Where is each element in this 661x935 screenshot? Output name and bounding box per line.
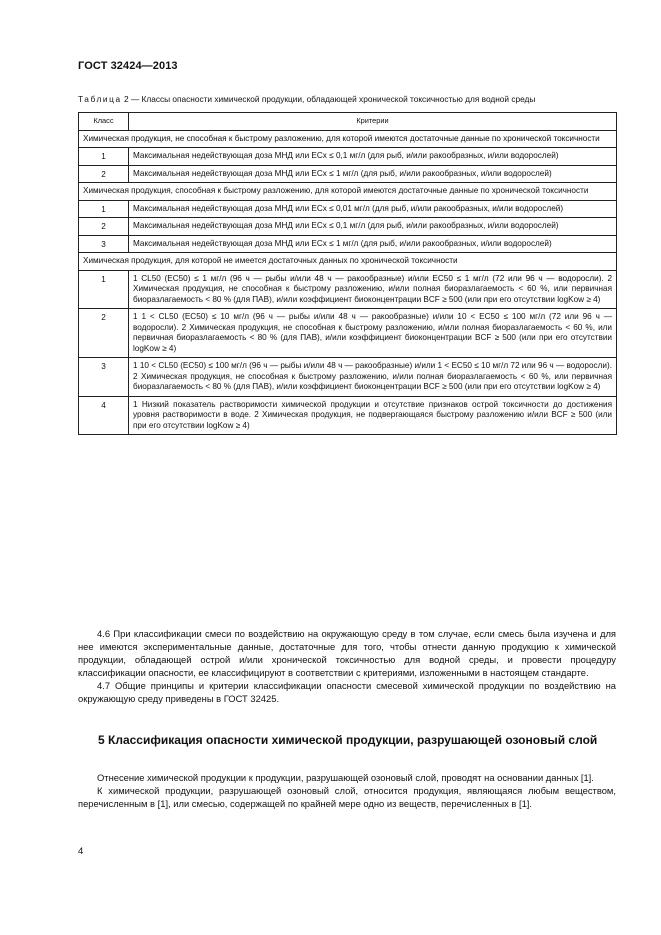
- table-row: [79, 358, 617, 397]
- standard-header: ГОСТ 32424—2013: [78, 60, 178, 72]
- table-row: [79, 235, 617, 253]
- paragraph-4-7: 4.7 Общие принципы и критерии классификации опасности смесевой химической продукции по воздействию на окружающую среду приведены в ГОСТ 32425.: [78, 679, 616, 704]
- class-cell: 4: [79, 396, 129, 435]
- criteria-cell: Максимальная недействующая доза МНД или ECx ≤ 0,01 мг/л (для рыб, и/или ракообразных, и/или водорослей): [129, 200, 617, 218]
- group-heading: Химическая продукция, для которой не имеется достаточных данных по хронической токсичности: [79, 253, 617, 271]
- class-cell: 1: [79, 270, 129, 309]
- section-5-paragraph-1: Отнесение химической продукции к продукции, разрушающей озоновый слой, проводят на основании данных [1].: [97, 772, 594, 783]
- table-row: [79, 165, 617, 183]
- class-cell: 3: [79, 235, 129, 253]
- page-number: 4: [78, 846, 84, 857]
- table-row: [79, 200, 617, 218]
- class-cell: 3: [79, 358, 129, 397]
- criteria-cell: 1 10 < CL50 (EC50) ≤ 100 мг/л (96 ч — рыбы и/или 48 ч — ракообразные) и/или 1 < EC50 ≤ 10 мг/л 72 или 96 ч — водоросли). 2 Химическая продукция, не способная к быстрому разложению, и/или полная биоразлагаемость < 60 %, или первичная биоразлагаемость < 80 % (для ПАВ), и/или коэффициент биоконцентрации BCF ≥ 500 (или при его отсутствии logKow ≥ 4): [129, 358, 617, 397]
- criteria-cell: Максимальная недействующая доза МНД или ECx ≤ 1 мг/л (для рыб, и/или ракообразных, и/или водорослей): [129, 235, 617, 253]
- table-caption-text: 2 — Классы опасности химической продукции, обладающей хронической токсичностью для водной среды: [121, 94, 536, 104]
- group-heading-row: [79, 253, 617, 271]
- paragraph-4-6: 4.6 При классификации смеси по воздействию на окружающую среду в том случае, если смесь была изучена и для нее имеются экспериментальные данные, достаточные для того, чтобы отнести данную продукцию к химической продукции, обладающей острой и/или хронической токсичностью для водной среды, и провести процедуру классификации опасности, ее классифицируют в соответствии с критериями, изложенными в настоящем стандарте.: [78, 628, 616, 678]
- hazard-class-table: [78, 112, 617, 435]
- class-cell: 2: [79, 309, 129, 358]
- column-header-class: Класс: [79, 113, 129, 131]
- section-5-title: 5 Классификация опасности химической продукции, разрушающей озоновый слой: [98, 733, 598, 747]
- table-row: [79, 218, 617, 236]
- table-caption-label: Таблица: [78, 94, 122, 104]
- clause-4-text: [78, 628, 616, 705]
- class-cell: 1: [79, 200, 129, 218]
- table-row: [79, 309, 617, 358]
- group-heading-row: [79, 183, 617, 201]
- section-5-text: [78, 772, 616, 811]
- class-cell: 2: [79, 218, 129, 236]
- table-caption: [78, 94, 618, 104]
- group-heading: Химическая продукция, способная к быстрому разложению, для которой имеются достаточные данные по хронической токсичности: [79, 183, 617, 201]
- group-heading: Химическая продукция, не способная к быстрому разложению, для которой имеются достаточные данные по хронической токсичности: [79, 130, 617, 148]
- group-heading-row: [79, 130, 617, 148]
- column-header-criteria: Критерии: [129, 113, 617, 131]
- criteria-cell: Максимальная недействующая доза МНД или ECx ≤ 0,1 мг/л (для рыб, и/или ракообразных, и/или водорослей): [129, 218, 617, 236]
- table-row: [79, 148, 617, 166]
- section-5-paragraph-2: К химической продукции, разрушающей озоновый слой, относится продукция, являющаяся любым веществом, перечисленным в [1], или смесью, содержащей по крайней мере одно из веществ, перечисленных в [1].: [78, 784, 616, 809]
- criteria-cell: Максимальная недействующая доза МНД или ECx ≤ 0,1 мг/л (для рыб, и/или ракообразных, и/или водорослей): [129, 148, 617, 166]
- table-row: [79, 270, 617, 309]
- criteria-cell: 1 1 < CL50 (EC50) ≤ 10 мг/л (96 ч — рыбы и/или 48 ч — ракообразные) и/или 10 < EC50 ≤ 100 мг/л (72 или 96 ч — водоросли). 2 Химическая продукция, не способная к быстрому разложению, и/или полная биоразлагаемость < 60 %, или первичная биоразлагаемость < 80 % (для ПАВ), и/или коэффициент биоконцентрации BCF ≥ 500 (или при его отсутствии logKow ≥ 4): [129, 309, 617, 358]
- criteria-cell: 1 Низкий показатель растворимости химической продукции и отсутствие признаков острой токсичности до достижения уровня растворимости в воде. 2 Химическая продукция, не подвергающаяся быстрому разложению и/или BCF ≥ 500 (или при его отсутствии logKow ≥ 4): [129, 396, 617, 435]
- criteria-cell: 1 CL50 (EC50) ≤ 1 мг/л (96 ч — рыбы и/или 48 ч — ракообразные) и/или EC50 ≤ 1 мг/л (72 или 96 ч — водоросли). 2 Химическая продукция, не способная к быстрому разложению, и/или полная биоразлагаемость < 60 %, или первичная биоразлагаемость < 80 % (для ПАВ), и/или коэффициент биоконцентрации BCF ≥ 500 (или при его отсутствии logKow ≥ 4): [129, 270, 617, 309]
- table-header-row: [79, 113, 617, 131]
- class-cell: 2: [79, 165, 129, 183]
- class-cell: 1: [79, 148, 129, 166]
- table-row: [79, 396, 617, 435]
- criteria-cell: Максимальная недействующая доза МНД или ECx ≤ 1 мг/л (для рыб, и/или ракообразных, и/или водорослей): [129, 165, 617, 183]
